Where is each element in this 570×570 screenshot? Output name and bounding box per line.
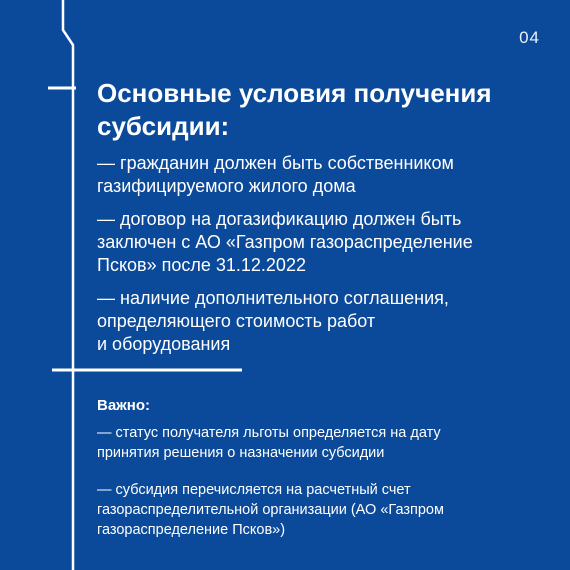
important-item: — субсидия перечисляется на расчетный счет газораспределительной организации (АО «Газпром газораспределение Псков») — [97, 482, 444, 538]
important-label: Важно: — [97, 397, 151, 414]
page-number: 04 — [519, 28, 540, 47]
important-item: — статус получателя льготы определяется на дату принятия решения о назначении субсидии — [97, 425, 441, 461]
conditions-list — [97, 152, 552, 366]
left-frame-line — [63, 0, 73, 570]
condition-item: — договор на догазификацию должен быть заключен с АО «Газпром газораспределение Псков» после 31.12.2022 — [97, 209, 473, 275]
condition-item: — гражданин должен быть собственником газифицируемого жилого дома — [97, 153, 454, 196]
condition-item: — наличие дополнительного соглашения, определяющего стоимость работ и оборудования — [97, 288, 449, 354]
page-title: Основные условия получения субсидии: — [97, 78, 492, 141]
important-section — [97, 397, 547, 557]
